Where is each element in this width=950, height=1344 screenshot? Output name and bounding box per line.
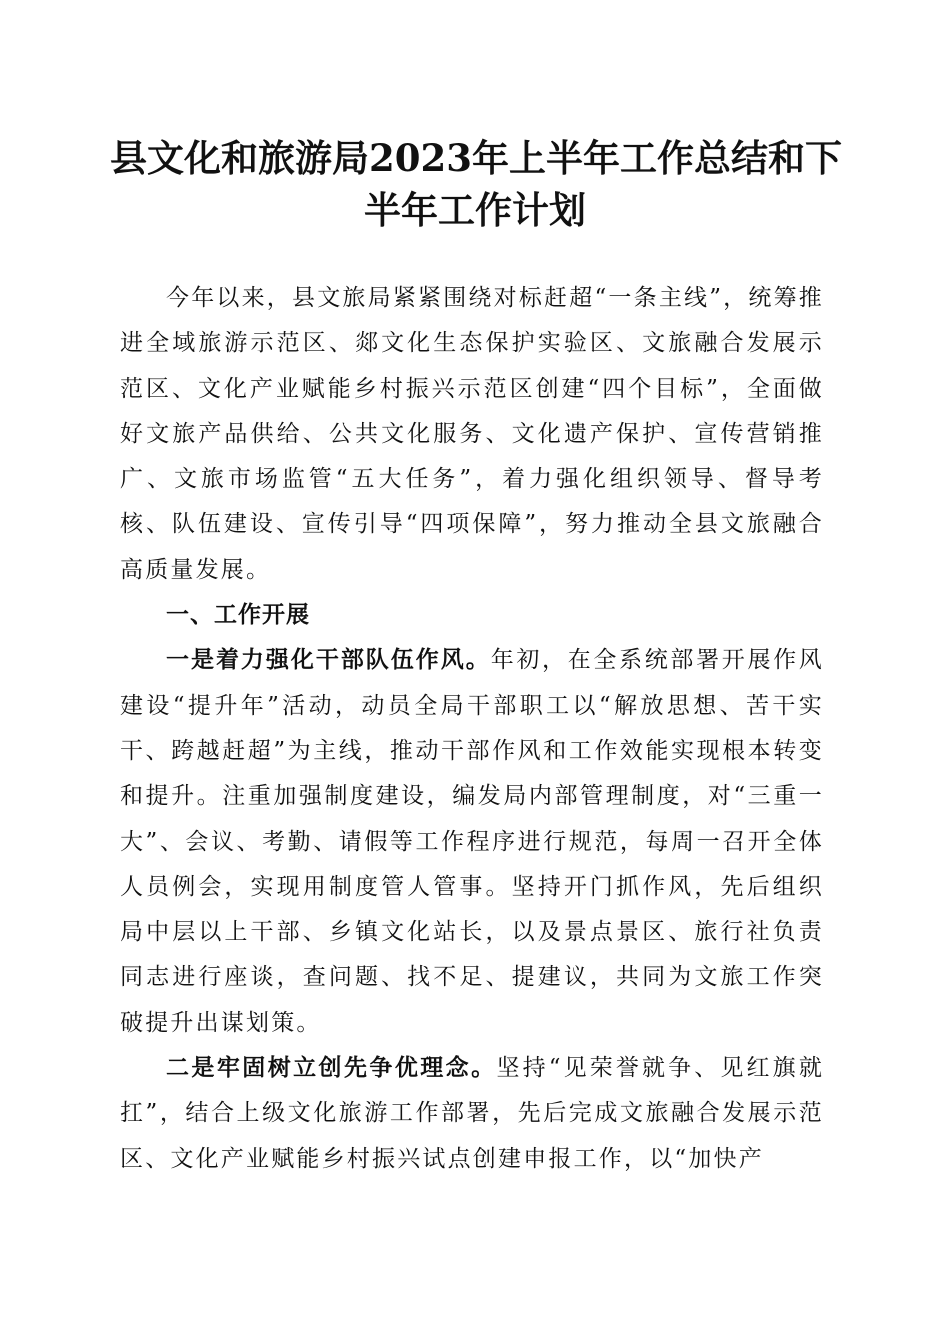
item-lead-2: 二是牢固树立创先争优理念。 (166, 1055, 497, 1082)
item-text-2: 坚持“见荣誉就争、见红旗就扛”，结合上级文化旅游工作部署，先后完成文旅融合发展示范区、文化产业赋能乡村振兴试点创建申报工作，以“加快产 (120, 1055, 825, 1172)
title-line-1: 县文化和旅游局2023年上半年工作总结和下 (110, 136, 842, 180)
section-heading: 一、工作开展 (166, 602, 310, 629)
item-paragraph-2 (120, 1046, 824, 1182)
document-title (110, 132, 840, 236)
title-line-2: 半年工作计划 (364, 188, 586, 232)
item-text-1: 年初，在全系统部署开展作风建设“提升年”活动，动员全局干部职工以“解放思想、苦干实干、跨越赶超”为主线，推动干部作风和工作效能实现根本转变和提升。注重加强制度建设，编发局内部管理制度，对“三重一大”、会议、考勤、请假等工作程序进行规范，每周一召开全体人员例会，实现用制度管人管事。坚持开门抓作风，先后组织局中层以上干部、乡镇文化站长，以及景点景区、旅行社负责同志进行座谈，查问题、找不足、提建议，共同为文旅工作突破提升出谋划策。 (120, 647, 824, 1036)
item-paragraph-1 (120, 638, 824, 1046)
item-lead-1: 一是着力强化干部队伍作风。 (166, 647, 491, 674)
intro-paragraph: 今年以来，县文旅局紧紧围绕对标赶超“一条主线”，统筹推进全域旅游示范区、郯文化生态保护实验区、文旅融合发展示范区、文化产业赋能乡村振兴示范区创建“四个目标”，全面做好文旅产品供给、公共文化服务、文化遗产保护、宣传营销推广、文旅市场监管“五大任务”，着力强化组织领导、督导考核、队伍建设、宣传引导“四项保障”，努力推动全县文旅融合高质量发展。 (120, 285, 824, 583)
document-body (120, 276, 824, 1182)
